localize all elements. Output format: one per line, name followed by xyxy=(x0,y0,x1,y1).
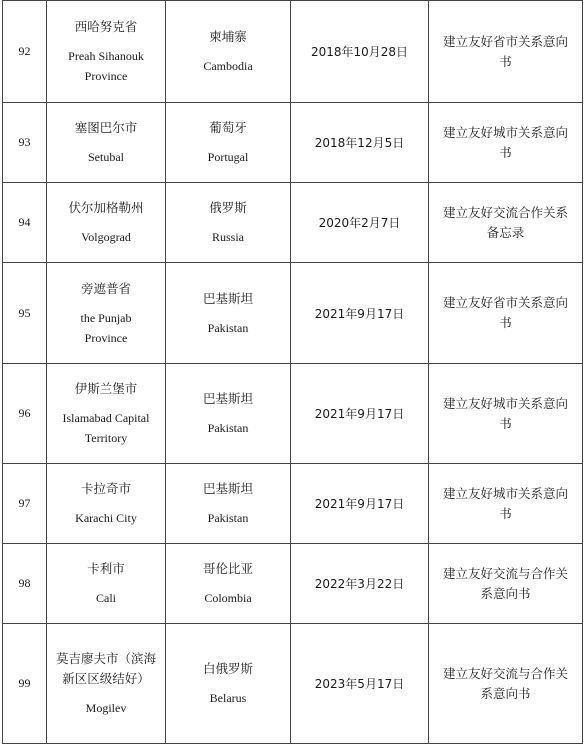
country-cell xyxy=(166,464,291,544)
row-number: 98 xyxy=(3,544,47,624)
table-row xyxy=(3,1,583,103)
signing-date: 2023年5月17日 xyxy=(291,624,429,744)
city-name-en: Setubal xyxy=(88,150,124,164)
city-name-cn: 塞图巴尔市 xyxy=(74,120,138,135)
document-type: 建立友好省市关系意向书 xyxy=(429,1,583,103)
table-row xyxy=(3,464,583,544)
country-name-en: Belarus xyxy=(209,691,247,705)
document-type: 建立友好交流合作关系备忘录 xyxy=(429,183,583,263)
city-cell xyxy=(47,183,166,263)
city-name-cn: 西哈努克省 xyxy=(74,19,138,34)
signing-date: 2018年10月28日 xyxy=(291,1,429,103)
country-name-en: Pakistan xyxy=(207,511,249,525)
city-cell xyxy=(47,364,166,464)
city-cell xyxy=(47,624,166,744)
country-name-cn: 巴基斯坦 xyxy=(202,481,253,496)
country-cell xyxy=(166,624,291,744)
city-name-en: Preah Sihanouk Province xyxy=(68,49,144,83)
signing-date: 2020年2月7日 xyxy=(291,183,429,263)
table-row xyxy=(3,183,583,263)
document-type: 建立友好省市关系意向书 xyxy=(429,263,583,364)
city-name-cn: 莫吉廖夫市（滨海新区区级结好） xyxy=(55,651,156,686)
country-name-cn: 巴基斯坦 xyxy=(202,290,253,306)
city-cell xyxy=(47,263,166,364)
city-name-en: the Punjab Province xyxy=(80,310,132,345)
city-name-en: Mogilev xyxy=(85,701,127,715)
city-name-cn: 旁遮普省 xyxy=(80,280,131,296)
table-row xyxy=(3,624,583,744)
city-name-cn: 伊斯兰堡市 xyxy=(74,381,138,396)
country-cell xyxy=(166,263,291,364)
city-name-en: Volgograd xyxy=(81,230,131,244)
table-row xyxy=(3,544,583,624)
table-row xyxy=(3,263,583,364)
signing-date: 2021年9月17日 xyxy=(291,464,429,544)
row-number: 99 xyxy=(3,624,47,744)
country-name-cn: 哥伦比亚 xyxy=(202,561,253,576)
country-cell xyxy=(166,1,291,103)
country-name-en: Pakistan xyxy=(207,320,249,335)
table-row xyxy=(3,364,583,464)
country-cell xyxy=(166,364,291,464)
city-name-en: Islamabad Capital Territory xyxy=(62,411,150,445)
document-type: 建立友好交流与合作关系意向书 xyxy=(429,544,583,624)
document-type: 建立友好交流与合作关系意向书 xyxy=(429,624,583,744)
row-number: 93 xyxy=(3,103,47,183)
city-cell xyxy=(47,464,166,544)
row-number: 96 xyxy=(3,364,47,464)
city-cell xyxy=(47,544,166,624)
document-type: 建立友好城市关系意向书 xyxy=(429,464,583,544)
city-name-en: Cali xyxy=(96,591,116,605)
table-row xyxy=(3,103,583,183)
row-number: 92 xyxy=(3,1,47,103)
row-number: 97 xyxy=(3,464,47,544)
document-type: 建立友好城市关系意向书 xyxy=(429,103,583,183)
row-number: 94 xyxy=(3,183,47,263)
country-name-cn: 白俄罗斯 xyxy=(202,661,253,676)
city-cell xyxy=(47,1,166,103)
country-name-cn: 柬埔寨 xyxy=(209,29,247,44)
city-cell xyxy=(47,103,166,183)
country-name-en: Pakistan xyxy=(207,421,249,435)
document-type: 建立友好城市关系意向书 xyxy=(429,364,583,464)
city-name-cn: 卡拉奇市 xyxy=(80,481,131,496)
country-cell xyxy=(166,183,291,263)
country-name-cn: 葡萄牙 xyxy=(209,120,247,135)
signing-date: 2018年12月5日 xyxy=(291,103,429,183)
country-name-en: Colombia xyxy=(204,591,252,605)
country-cell xyxy=(166,544,291,624)
city-name-en: Karachi City xyxy=(75,511,137,525)
city-name-cn: 卡利市 xyxy=(87,561,125,576)
country-name-cn: 巴基斯坦 xyxy=(202,391,253,406)
signing-date: 2021年9月17日 xyxy=(291,263,429,364)
city-name-cn: 伏尔加格勒州 xyxy=(68,200,144,215)
country-name-en: Portugal xyxy=(207,150,249,164)
row-number: 95 xyxy=(3,263,47,364)
signing-date: 2021年9月17日 xyxy=(291,364,429,464)
country-cell xyxy=(166,103,291,183)
country-name-en: Russia xyxy=(211,230,244,244)
country-name-cn: 俄罗斯 xyxy=(209,200,247,215)
signing-date: 2022年3月22日 xyxy=(291,544,429,624)
country-name-en: Cambodia xyxy=(203,59,253,73)
sister-cities-table xyxy=(2,0,583,744)
